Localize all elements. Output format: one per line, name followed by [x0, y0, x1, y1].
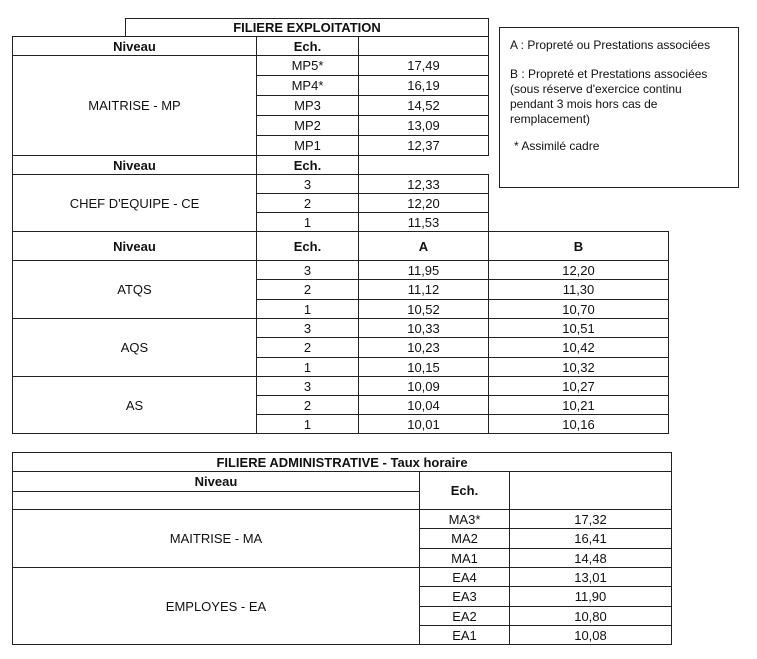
- niveau-chef-equipe: CHEF D'EQUIPE - CE: [12, 174, 257, 232]
- legend-b-line: (sous réserve d'exercice continu: [510, 82, 682, 96]
- a-cell: 10,15: [358, 357, 489, 377]
- niveau-employes-ea: EMPLOYES - EA: [12, 567, 420, 645]
- header-niveau: Niveau: [12, 155, 257, 175]
- value-cell: 16,19: [358, 75, 489, 96]
- niveau-maitrise-ma: MAITRISE - MA: [12, 509, 420, 568]
- header-b: B: [488, 231, 669, 261]
- ech-cell: 2: [256, 279, 359, 300]
- niveau-maitrise-mp: MAITRISE - MP: [12, 55, 257, 156]
- value-cell: 11,90: [509, 586, 672, 607]
- b-cell: 11,30: [488, 279, 669, 300]
- value-cell: 13,09: [358, 115, 489, 136]
- niveau-atqs: ATQS: [12, 260, 257, 319]
- legend-b-line: pendant 3 mois hors cas de: [510, 97, 658, 111]
- header-niveau: Niveau: [12, 471, 420, 492]
- header-niveau: Niveau: [12, 231, 257, 261]
- ech-cell: MA3*: [419, 509, 510, 529]
- value-cell: 12,33: [358, 174, 489, 194]
- legend-b-line: B : Propreté et Prestations associées: [510, 67, 708, 81]
- b-cell: 10,42: [488, 337, 669, 358]
- ech-cell: 3: [256, 260, 359, 280]
- header-ech: Ech.: [419, 471, 510, 510]
- value-cell: 17,32: [509, 509, 672, 529]
- ech-cell: 1: [256, 414, 359, 434]
- b-cell: 10,32: [488, 357, 669, 377]
- b-cell: 10,16: [488, 414, 669, 434]
- value-cell: 12,20: [358, 193, 489, 213]
- header-value-empty: [509, 471, 672, 510]
- niveau-aqs: AQS: [12, 318, 257, 377]
- legend-b: [510, 67, 730, 127]
- ech-cell: MP4*: [256, 75, 359, 96]
- ech-cell: 2: [256, 395, 359, 415]
- value-cell: 11,53: [358, 212, 489, 232]
- niveau-as: AS: [12, 376, 257, 434]
- b-cell: 10,27: [488, 376, 669, 396]
- ech-cell: 2: [256, 193, 359, 213]
- administrative-title: FILIERE ADMINISTRATIVE - Taux horaire: [12, 452, 672, 472]
- ech-cell: MP2: [256, 115, 359, 136]
- ech-cell: MA2: [419, 528, 510, 549]
- value-cell: 10,08: [509, 625, 672, 645]
- legend-box: [499, 27, 739, 188]
- ech-cell: 3: [256, 376, 359, 396]
- value-cell: 10,80: [509, 606, 672, 626]
- value-cell: 14,48: [509, 548, 672, 568]
- legend-a: A : Propreté ou Prestations associées: [510, 38, 711, 52]
- a-cell: 11,95: [358, 260, 489, 280]
- value-cell: 16,41: [509, 528, 672, 549]
- value-cell: 13,01: [509, 567, 672, 587]
- value-cell: 14,52: [358, 95, 489, 116]
- ech-cell: EA2: [419, 606, 510, 626]
- legend-star: * Assimilé cadre: [514, 139, 600, 153]
- exploitation-title: FILIERE EXPLOITATION: [125, 18, 489, 37]
- ech-cell: 1: [256, 357, 359, 377]
- ech-cell: 1: [256, 299, 359, 319]
- a-cell: 10,04: [358, 395, 489, 415]
- header-niveau-blank: [12, 491, 420, 510]
- ech-cell: EA1: [419, 625, 510, 645]
- header-ech: Ech.: [256, 155, 359, 175]
- header-value-empty: [358, 36, 489, 56]
- a-cell: 10,09: [358, 376, 489, 396]
- ech-cell: EA4: [419, 567, 510, 587]
- ech-cell: 3: [256, 174, 359, 194]
- a-cell: 11,12: [358, 279, 489, 300]
- header-a: A: [358, 231, 489, 261]
- ech-cell: 2: [256, 337, 359, 358]
- value-cell: 17,49: [358, 55, 489, 76]
- ech-cell: MP1: [256, 135, 359, 156]
- ech-cell: EA3: [419, 586, 510, 607]
- b-cell: 10,70: [488, 299, 669, 319]
- header-ech: Ech.: [256, 36, 359, 56]
- b-cell: 12,20: [488, 260, 669, 280]
- ech-cell: MP5*: [256, 55, 359, 76]
- b-cell: 10,51: [488, 318, 669, 338]
- ech-cell: MP3: [256, 95, 359, 116]
- a-cell: 10,23: [358, 337, 489, 358]
- b-cell: 10,21: [488, 395, 669, 415]
- ech-cell: 1: [256, 212, 359, 232]
- a-cell: 10,01: [358, 414, 489, 434]
- a-cell: 10,52: [358, 299, 489, 319]
- header-niveau: Niveau: [12, 36, 257, 56]
- value-cell: 12,37: [358, 135, 489, 156]
- ech-cell: MA1: [419, 548, 510, 568]
- header-ech: Ech.: [256, 231, 359, 261]
- a-cell: 10,33: [358, 318, 489, 338]
- legend-b-line: remplacement): [510, 112, 591, 126]
- ech-cell: 3: [256, 318, 359, 338]
